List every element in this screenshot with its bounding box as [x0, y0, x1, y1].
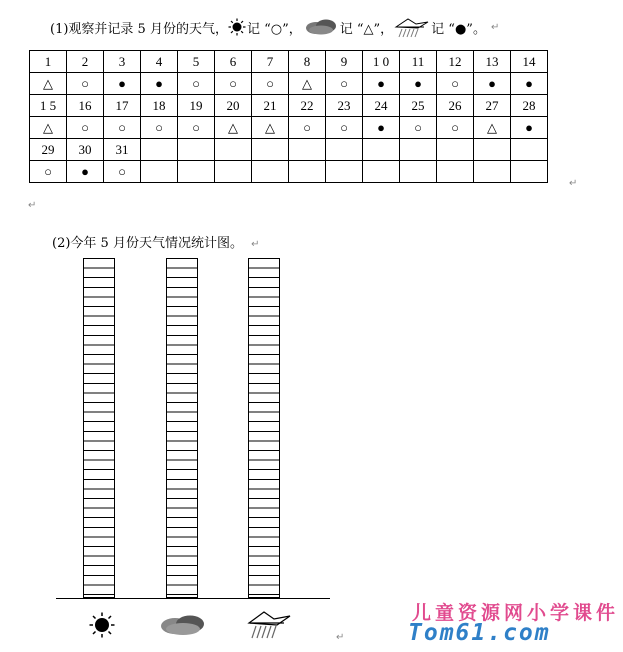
calendar-mark-row: [30, 73, 548, 95]
sun-icon: [89, 612, 115, 638]
day-number-cell: 16: [67, 95, 104, 117]
weather-mark-cell: ●: [141, 73, 178, 95]
watermark-site-text: Tom61.com: [408, 620, 551, 646]
paragraph-mark: ↵: [336, 632, 345, 643]
weather-mark-cell: ○: [67, 117, 104, 139]
weather-mark-cell: ○: [141, 117, 178, 139]
day-number-cell: 11: [400, 51, 437, 73]
weather-mark-cell: △: [252, 117, 289, 139]
weather-mark-cell: ●: [363, 117, 400, 139]
paragraph-mark: ↵: [28, 200, 37, 211]
calendar-day-row: [30, 51, 548, 73]
day-number-cell: 13: [474, 51, 511, 73]
paragraph-mark: ↵: [490, 21, 500, 33]
weather-mark-cell: ○: [67, 73, 104, 95]
weather-mark-cell: ●: [511, 117, 548, 139]
sun-icon: [228, 18, 246, 36]
weather-mark-cell: [474, 161, 511, 183]
rainy-legend-text: 记 “●”。: [431, 21, 486, 37]
day-number-cell: 1 5: [30, 95, 67, 117]
day-number-cell: 1 0: [363, 51, 400, 73]
cloudy-legend-text: 记 “△”，: [339, 21, 394, 37]
cloudy-bar-column: [166, 258, 198, 598]
day-number-cell: 27: [474, 95, 511, 117]
weather-mark-cell: [326, 161, 363, 183]
question-1: [50, 16, 499, 38]
weather-calendar-table: [29, 50, 548, 183]
day-number-cell: 17: [104, 95, 141, 117]
day-number-cell: [326, 139, 363, 161]
paragraph-mark: ↵: [569, 178, 578, 189]
day-number-cell: 31: [104, 139, 141, 161]
day-number-cell: [141, 139, 178, 161]
day-number-cell: 14: [511, 51, 548, 73]
question-2-title-text: (2)今年 5 月份天气情况统计图。: [52, 236, 243, 251]
day-number-cell: [437, 139, 474, 161]
calendar-mark-row: [30, 161, 548, 183]
weather-mark-cell: ○: [326, 73, 363, 95]
day-number-cell: 20: [215, 95, 252, 117]
weather-mark-cell: [289, 161, 326, 183]
weather-mark-cell: [215, 161, 252, 183]
weather-mark-cell: ●: [363, 73, 400, 95]
day-number-cell: [215, 139, 252, 161]
calendar-day-row: [30, 139, 548, 161]
day-number-cell: 2: [67, 51, 104, 73]
weather-mark-cell: ○: [30, 161, 67, 183]
weather-mark-cell: △: [474, 117, 511, 139]
weather-mark-cell: ●: [400, 73, 437, 95]
day-number-cell: 1: [30, 51, 67, 73]
watermark-chinese-text: 儿童资源网小学课件: [412, 602, 620, 624]
weather-mark-cell: [363, 161, 400, 183]
weather-mark-cell: ○: [437, 73, 474, 95]
day-number-cell: 3: [104, 51, 141, 73]
day-number-cell: 9: [326, 51, 363, 73]
weather-mark-cell: ○: [215, 73, 252, 95]
calendar-day-row: [30, 95, 548, 117]
cloud-icon: [158, 613, 208, 637]
weather-mark-cell: △: [289, 73, 326, 95]
weather-mark-cell: ●: [104, 73, 141, 95]
site-watermark: [402, 596, 620, 646]
weather-mark-cell: [252, 161, 289, 183]
weather-mark-cell: ●: [474, 73, 511, 95]
day-number-cell: 4: [141, 51, 178, 73]
weather-mark-cell: ○: [178, 117, 215, 139]
day-number-cell: [178, 139, 215, 161]
calendar-mark-row: [30, 117, 548, 139]
day-number-cell: 6: [215, 51, 252, 73]
day-number-cell: 5: [178, 51, 215, 73]
question-1-intro: (1)观察并记录 5 月份的天气，: [50, 21, 228, 37]
weather-mark-cell: ○: [252, 73, 289, 95]
day-number-cell: 23: [326, 95, 363, 117]
day-number-cell: [363, 139, 400, 161]
day-number-cell: 26: [437, 95, 474, 117]
weather-mark-cell: [511, 161, 548, 183]
day-number-cell: 25: [400, 95, 437, 117]
rain-icon: [246, 608, 292, 640]
day-number-cell: 30: [67, 139, 104, 161]
weather-mark-cell: ○: [400, 117, 437, 139]
day-number-cell: 24: [363, 95, 400, 117]
day-number-cell: 22: [289, 95, 326, 117]
day-number-cell: [511, 139, 548, 161]
day-number-cell: 8: [289, 51, 326, 73]
weather-mark-cell: [437, 161, 474, 183]
weather-mark-cell: ○: [289, 117, 326, 139]
day-number-cell: [400, 139, 437, 161]
day-number-cell: 7: [252, 51, 289, 73]
day-number-cell: 28: [511, 95, 548, 117]
weather-mark-cell: ○: [178, 73, 215, 95]
chart-baseline: [56, 598, 330, 599]
weather-mark-cell: ○: [326, 117, 363, 139]
rainy-bar-column: [248, 258, 280, 598]
weather-mark-cell: ●: [67, 161, 104, 183]
weather-mark-cell: △: [30, 117, 67, 139]
weather-mark-cell: △: [215, 117, 252, 139]
day-number-cell: 29: [30, 139, 67, 161]
paragraph-mark: ↵: [251, 239, 260, 250]
sunny-bar-column: [83, 258, 115, 598]
weather-mark-cell: ○: [104, 161, 141, 183]
weather-mark-cell: ●: [511, 73, 548, 95]
day-number-cell: 19: [178, 95, 215, 117]
day-number-cell: [289, 139, 326, 161]
weather-mark-cell: ○: [437, 117, 474, 139]
rain-icon: [394, 16, 430, 38]
weather-mark-cell: △: [30, 73, 67, 95]
day-number-cell: 18: [141, 95, 178, 117]
day-number-cell: [474, 139, 511, 161]
question-2-title: [52, 232, 259, 251]
day-number-cell: 21: [252, 95, 289, 117]
day-number-cell: 12: [437, 51, 474, 73]
cloud-icon: [303, 18, 339, 36]
weather-mark-cell: ○: [104, 117, 141, 139]
day-number-cell: [252, 139, 289, 161]
weather-mark-cell: [400, 161, 437, 183]
weather-mark-cell: [178, 161, 215, 183]
weather-mark-cell: [141, 161, 178, 183]
sunny-legend-text: 记 “○”，: [246, 21, 302, 37]
